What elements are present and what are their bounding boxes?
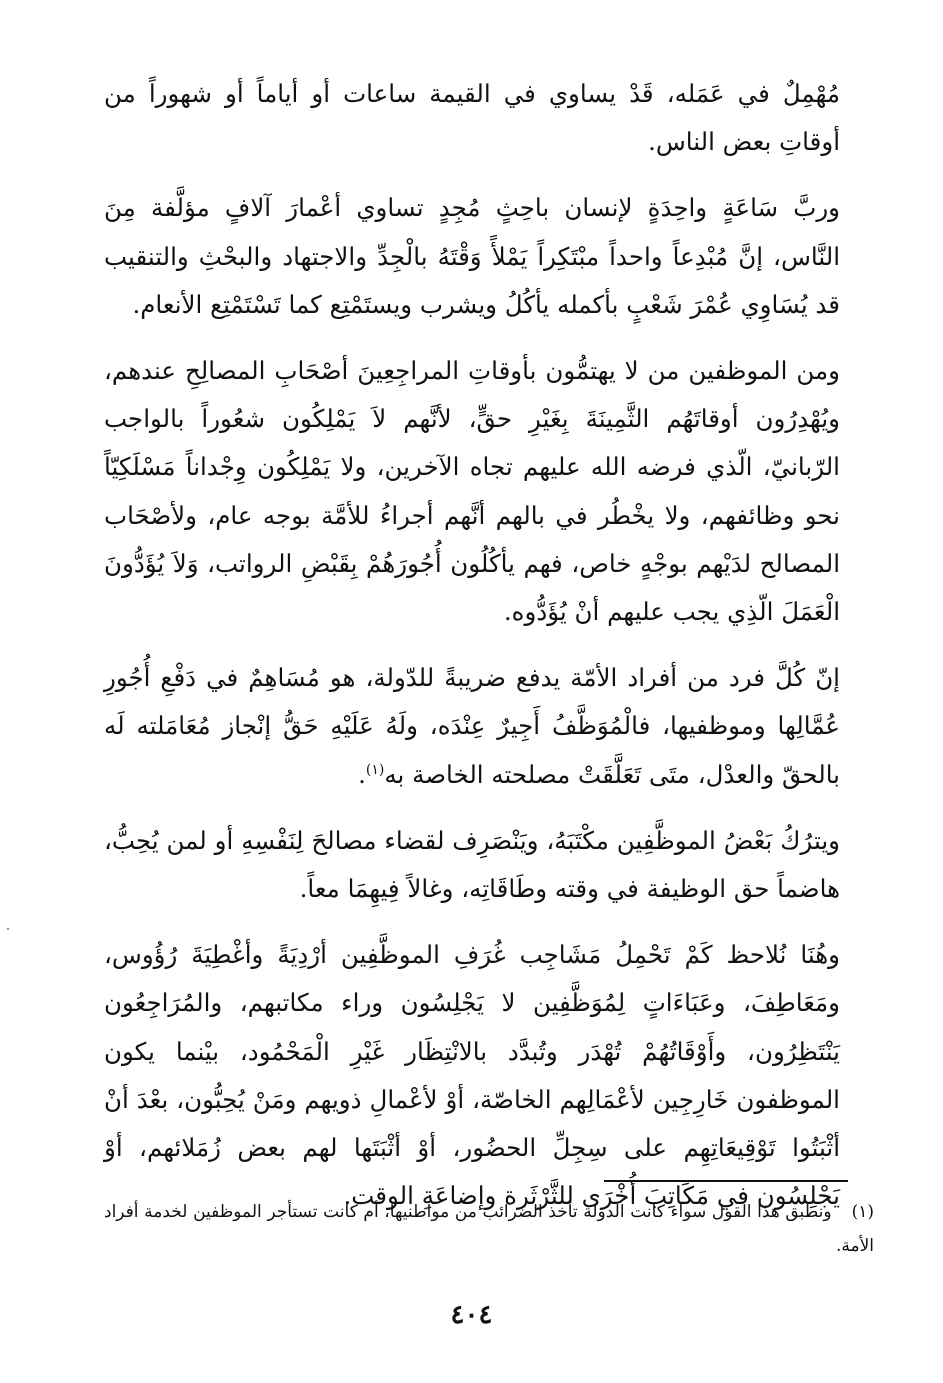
scan-speck bbox=[7, 928, 9, 930]
paragraph-1: مُهْمِلٌ في عَمَله، قَدْ يساوي في القيمة ساعات أو أياماً أو شهوراً من أوقاتِ بعض الناس. bbox=[104, 79, 840, 157]
paragraph-6: وهُنَا نُلاحظ كَمْ تَحْمِلُ مَشَاجِب غُرَفِ الموظَّفِين أرْدِيَةً وأغْطِيَةَ رُؤُوس، ومَعَاطِفَ، وعَبَاءَاتٍ لِمُوَظَّفِين لا يَجْلِسُون وراء مكاتبهم، والمُرَاجِعُون يَنْتَظِرُون، وأَوْقَاتُهُمْ تُهْدَر وتُبدَّد بالانْتِظَار غَيْرِ الْمَحْمُود، بيْنما يكون الموظفون خَارِجِين لأعْمَالِهم الخاصّة، أوْ لأعْمالِ ذويهم ومَنْ يُحِبُّون، بعْدَ أنْ أثْبَتُوا تَوْقِيعَاتِهِم على سِجِلِّ الحضُور، أوْ أثْبَتَها لهم بعض زُمَلائهم، أوْ يَجْلِسُون في مَكَاتِبَ أُخْرَى للثَّرْثَرة وإضاعَةِ الوقت. bbox=[104, 940, 840, 1211]
footnote-text: ونطبق هذا القول سواء كانت الدولة تأخذ الضرائب من مواطنيها، أم كانت تستأجر الموظفين لخدمة أفراد الأمة. bbox=[104, 1202, 874, 1256]
paragraph-4 bbox=[104, 654, 840, 799]
page-body bbox=[104, 70, 840, 1238]
footnote-divider bbox=[604, 1180, 848, 1182]
paragraph-4-end: . bbox=[358, 759, 366, 789]
page-number: ٤٠٤ bbox=[450, 1300, 493, 1330]
footnote bbox=[104, 1195, 874, 1263]
paragraph-4-text: إنّ كُلَّ فرد من أفراد الأمّة يدفع ضريبةً للدّولة، هو مُسَاهِمٌ في دَفْعِ أُجُورِ عُمَّالِها وموظفيها، فالْمُوَظَّفُ أَجِيرٌ عِنْدَه، ولَهُ عَلَيْهِ حَقُّ إنْجاز مُعَامَلته لَه بالحقّ والعدْل، متَى تَعَلَّقَتْ مصلحته الخاصة به bbox=[104, 663, 840, 789]
paragraph-5: ويترُكُ بَعْضُ الموظَّفِين مكْتَبَهُ، ويَنْصَرِف لقضاء مصالحَ لِنَفْسِهِ أو لمن يُحِبُّ، هاضماً حق الوظيفة في وقته وطَاقَاتِه، وغالاً فِيهِمَا معاً. bbox=[104, 825, 840, 904]
paragraph-3: ومن الموظفين من لا يهتمُّون بأوقاتِ المراجِعِينَ أصْحَابِ المصالِحِ عندهم، ويُهْدِرُون أوقاتَهُم الثَّمِينَةَ بِغَيْرِ حقٍّ، لأنَّهم لاَ يَمْلِكُون شعُوراً بالواجب الرّبانيّ، الّذي فرضه الله عليهم تجاه الآخرين، ولا يَمْلِكُون وِجْداناً مَسْلَكِيّاً نحو وظائفهم، ولا يخْطُر في بالهم أنَّهم أجراءُ للأمَّة بوجه عام، ولأصْحَاب المصالح لدَيْهم بوجْهٍ خاص، فهم يأكُلُون أُجُورَهُمْ بِقَبْضِ الرواتب، وَلاَ يُؤَدُّونَ الْعَمَلَ الّذِي يجب عليهم أنْ يُؤَدُّوه. bbox=[104, 356, 840, 627]
footnote-number: (١) bbox=[851, 1202, 874, 1222]
paragraph-2: وربَّ سَاعَةٍ واحِدَةٍ لإنسان باحِثٍ مُجِدٍ تساوي أعْمارَ آلافٍ مؤلَّفة مِنَ النَّاس، إنَّ مُبْدِعاً واحداً مبْتَكِراً يَمْلأً وَقْتَهُ بالْجِدِّ والاجتهاد والبحْثِ والتنقيب قد يُسَاوِي عُمْرَ شَعْبٍ بأكمله يأكُلُ ويشرب ويستَمْتِع كما تَسْتَمْتِع الأنعام. bbox=[104, 193, 840, 319]
footnote-reference[interactable]: (١) bbox=[365, 761, 385, 778]
